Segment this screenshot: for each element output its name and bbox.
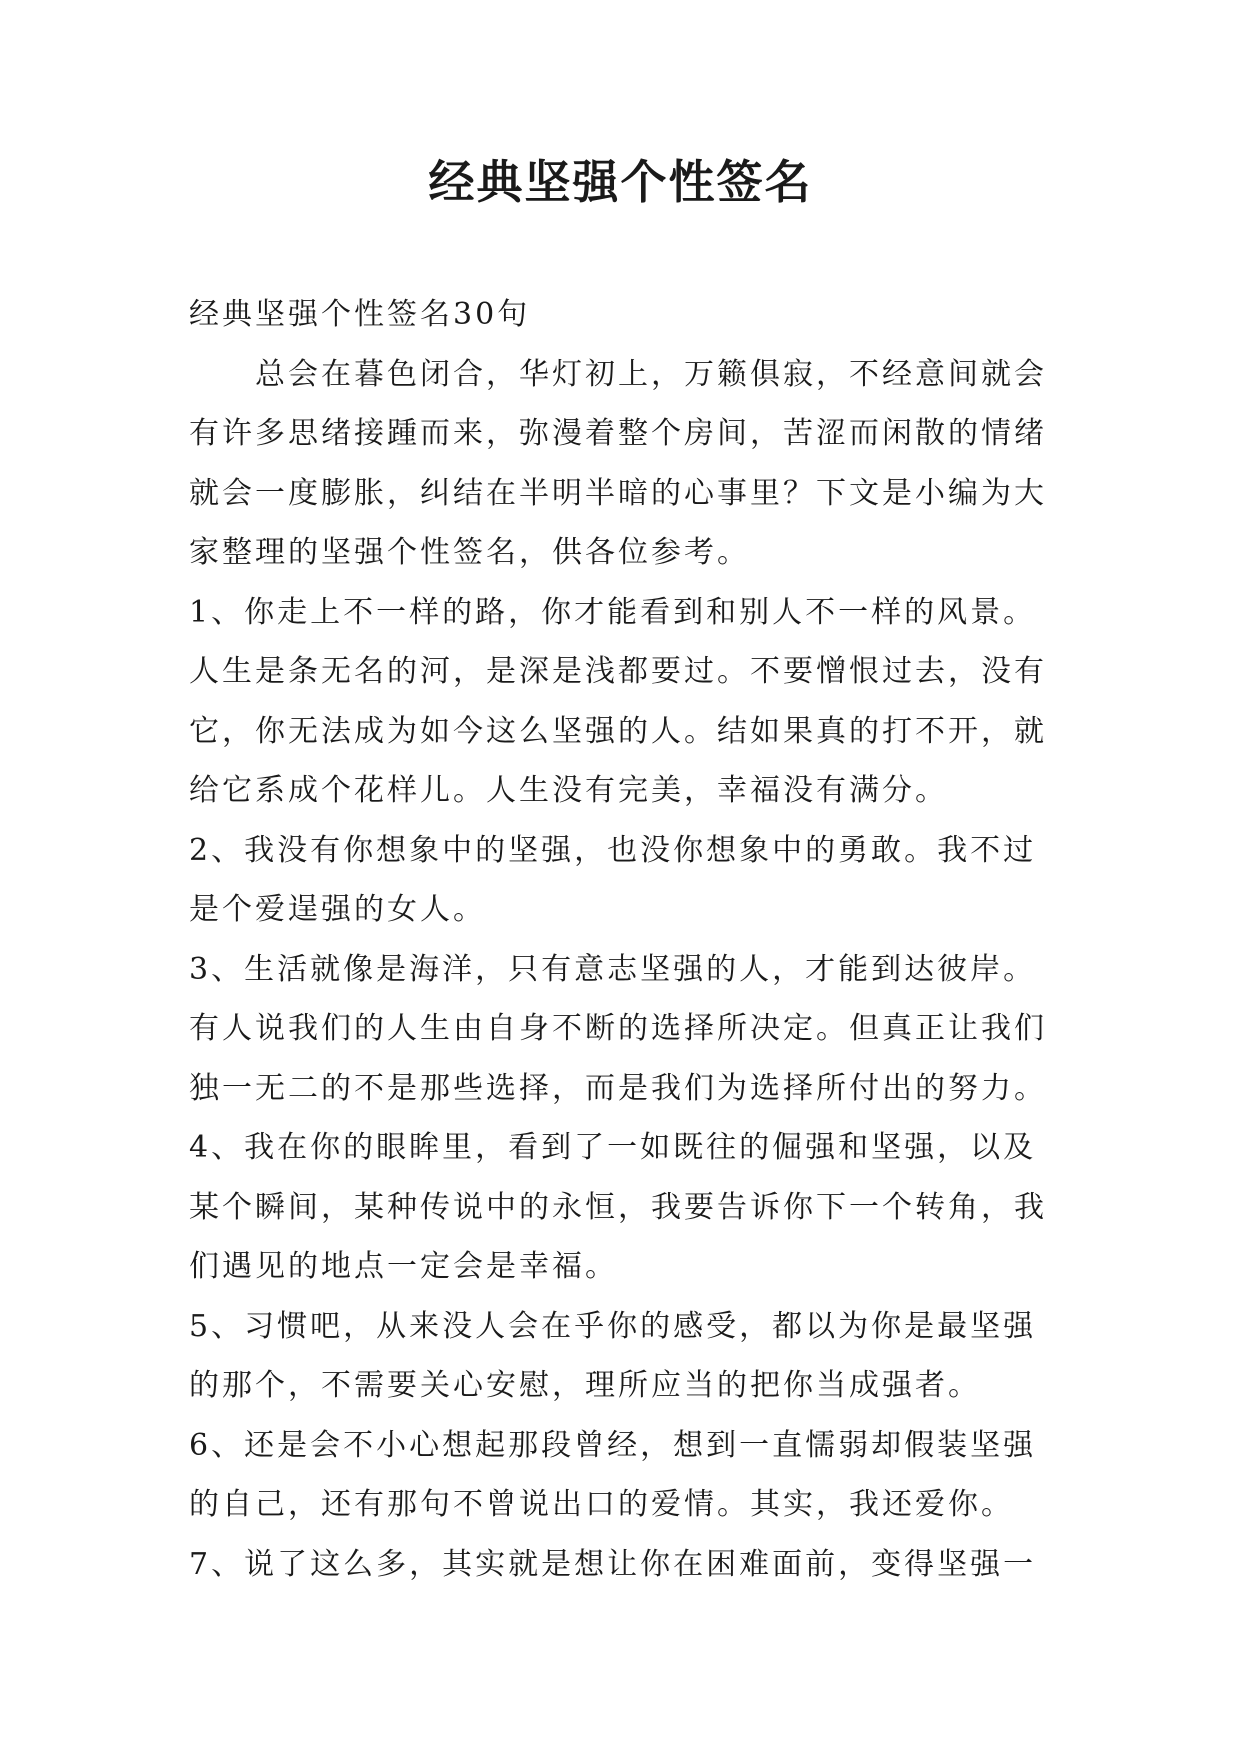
- quote-line: 们遇见的地点一定会是幸福。: [189, 1249, 618, 1284]
- quote-line: 某个瞬间，某种传说中的永恒，我要告诉你下一个转角，我: [189, 1189, 1047, 1225]
- quote-line: 独一无二的不是那些选择，而是我们为选择所付出的努力。: [189, 1070, 1047, 1106]
- quote-line: 2、我没有你想象中的坚强，也没你想象中的勇敢。我不过: [189, 832, 1037, 868]
- intro-line: 家整理的坚强个性签名，供各位参考。: [189, 535, 750, 570]
- subtitle-line: 经典坚强个性签名30句: [189, 297, 531, 332]
- quote-line: 它，你无法成为如今这么坚强的人。结如果真的打不开，就: [189, 713, 1047, 749]
- intro-line: 有许多思绪接踵而来，弥漫着整个房间，苦涩而闲散的情绪: [189, 416, 1047, 451]
- quote-line: 的自己，还有那句不曾说出口的爱情。其实，我还爱你。: [189, 1487, 1014, 1522]
- document-body: [189, 285, 1069, 1594]
- quote-line: 给它系成个花样儿。人生没有完美，幸福没有满分。: [189, 773, 948, 808]
- quote-line: 人生是条无名的河，是深是浅都要过。不要憎恨过去，没有: [189, 654, 1047, 689]
- quote-line: 4、我在你的眼眸里，看到了一如既往的倔强和坚强，以及: [189, 1130, 1037, 1165]
- quote-line: 是个爱逞强的女人。: [189, 892, 486, 927]
- quote-line: 5、习惯吧，从来没人会在乎你的感受，都以为你是最坚强: [189, 1308, 1037, 1344]
- quote-line: 有人说我们的人生由自身不断的选择所决定。但真正让我们: [189, 1011, 1047, 1046]
- intro-line: 就会一度膨胀，纠结在半明半暗的心事里？下文是小编为大: [189, 475, 1047, 511]
- quote-line: 1、你走上不一样的路，你才能看到和别人不一样的风景。: [189, 594, 1037, 630]
- document-title: 经典坚强个性签名: [428, 155, 813, 209]
- quote-line: 3、生活就像是海洋，只有意志坚强的人，才能到达彼岸。: [189, 951, 1037, 987]
- quote-line: 的那个，不需要关心安慰，理所应当的把你当成强者。: [189, 1368, 981, 1403]
- intro-line: 总会在暮色闭合，华灯初上，万籁俱寂，不经意间就会: [255, 356, 1047, 392]
- quote-line: 6、还是会不小心想起那段曾经，想到一直懦弱却假装坚强: [189, 1427, 1037, 1463]
- quote-line: 7、说了这么多，其实就是想让你在困难面前，变得坚强一: [189, 1546, 1037, 1582]
